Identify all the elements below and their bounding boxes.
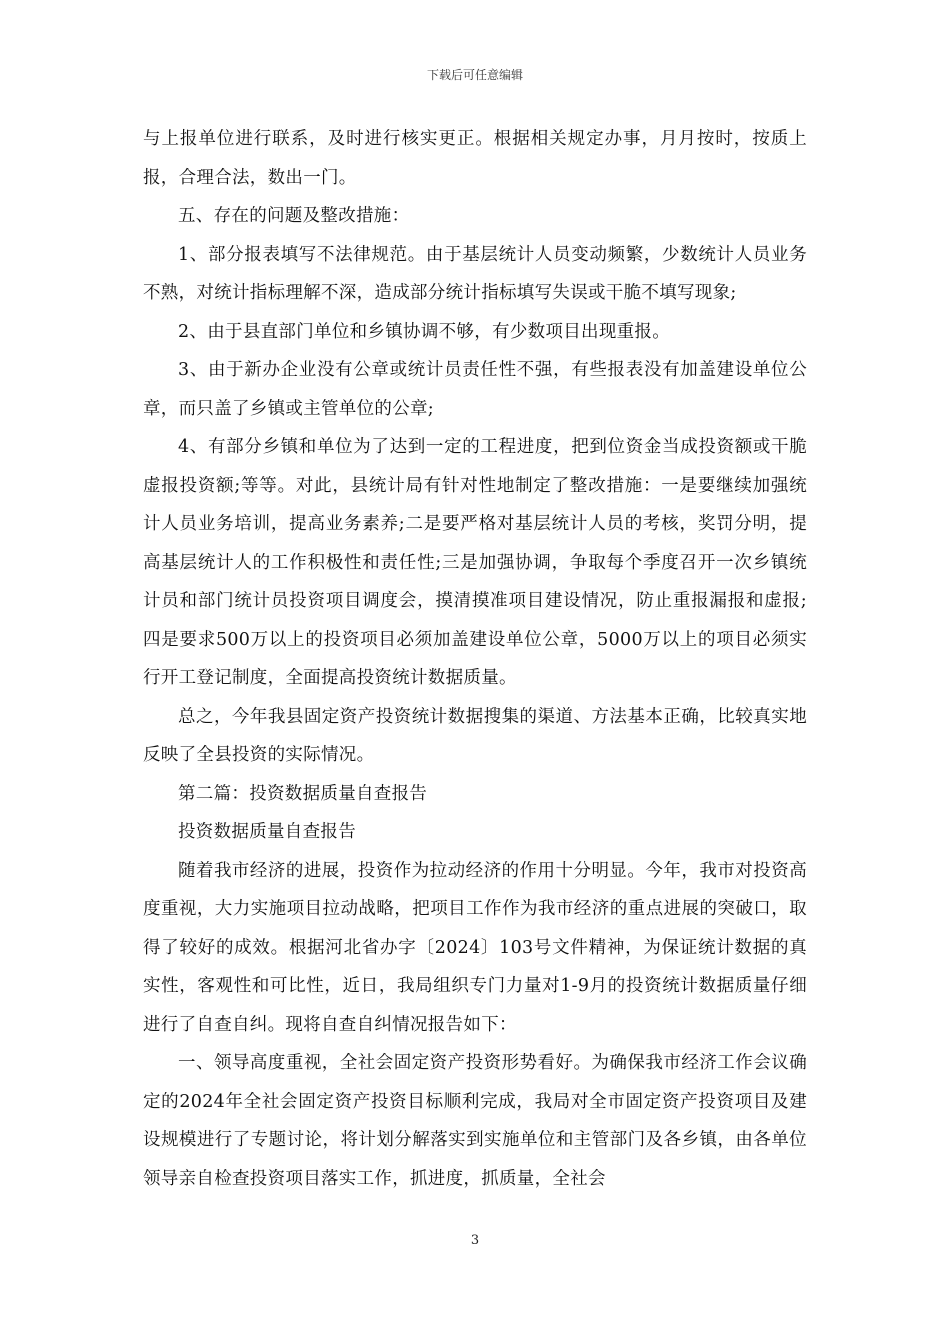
list-item: 2、由于县直部门单位和乡镇协调不够，有少数项目出现重报。 [178, 321, 671, 342]
document-body [143, 120, 807, 1198]
page-header-note: 下载后可任意编辑 [426, 68, 523, 82]
paragraph: 随着我市经济的进展，投资作为拉动经济的作用十分明显。今年，我市对投资高度重视，大力实施项目拉动战略，把项目工作作为我市经济的重点进展的突破口，取得了较好的成效。根据河北省办字〔2024〕103号文件精神，为保证统计数据的真实性，客观性和可比性，近日，我局组织专门力量对1-9月的投资统计数据质量仔细进行了自查自纠。现将自查自纠情况报告如下： [143, 860, 807, 1035]
paragraph: 一、领导高度重视，全社会固定资产投资形势看好。为确保我市经济工作会议确定的2024年全社会固定资产投资目标顺利完成，我局对全市固定资产投资项目及建设规模进行了专题讨论，将计划分解落实到实施单位和主管部门及各乡镇，由各单位领导亲自检查投资项目落实工作，抓进度，抓质量，全社会 [143, 1053, 807, 1189]
list-item: 4、有部分乡镇和单位为了达到一定的工程进度，把到位资金当成投资额或干脆虚报投资额;等等。对此，县统计局有针对性地制定了整改措施：一是要继续加强统计人员业务培训，提高业务素养;二是要严格对基层统计人员的考核，奖罚分明，提高基层统计人的工作积极性和责任性;三是加强协调，争取每个季度召开一次乡镇统计员和部门统计员投资项目调度会，摸清摸准项目建设情况，防止重报漏报和虚报;四是要求500万以上的投资项目必须加盖建设单位公章，5000万以上的项目必须实行开工登记制度，全面提高投资统计数据质量。 [143, 437, 807, 688]
document-title: 投资数据质量自查报告 [178, 822, 356, 842]
section-heading: 第二篇：投资数据质量自查报告 [178, 783, 428, 804]
page-number: 3 [470, 1233, 480, 1248]
paragraph: 与上报单位进行联系，及时进行核实更正。根据相关规定办事，月月按时，按质上报，合理合法，数出一门。 [143, 129, 807, 188]
section-heading: 五、存在的问题及整改措施： [178, 206, 410, 226]
list-item: 1、部分报表填写不法律规范。由于基层统计人员变动频繁，少数统计人员业务不熟，对统计指标理解不深，造成部分统计指标填写失误或干脆不填写现象; [143, 244, 807, 303]
paragraph: 总之，今年我县固定资产投资统计数据搜集的渠道、方法基本正确，比较真实地反映了全县投资的实际情况。 [143, 706, 807, 765]
list-item: 3、由于新办企业没有公章或统计员责任性不强，有些报表没有加盖建设单位公章，而只盖了乡镇或主管单位的公章; [143, 360, 807, 419]
